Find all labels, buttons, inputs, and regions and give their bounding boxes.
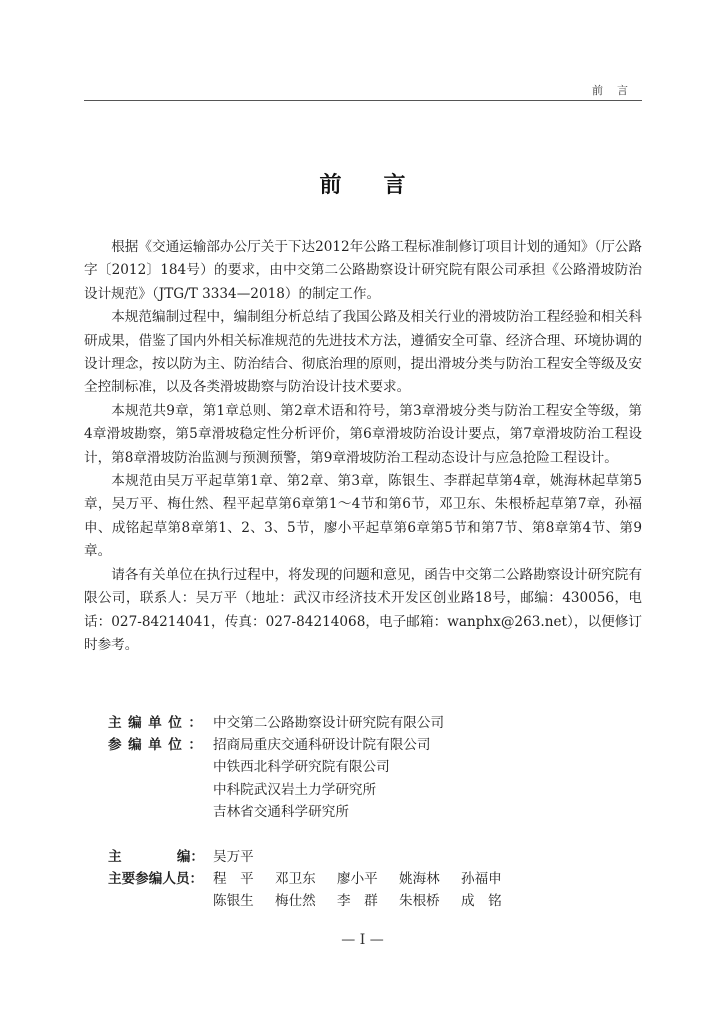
paragraph-contact: 请各有关单位在执行过程中，将发现的问题和意见，函告中交第二公路勘察设计研究院有限公司，联系人：吴万平（地址：武汉市经济技术开发区创业路18号，邮编：430056，电话：027-84214041，传真：027-84214068，电子邮箱：wanphx@263.net），以便修订时参考。 xyxy=(84,566,642,653)
participant-unit-label: 参编单位： xyxy=(108,737,209,754)
participant-unit-row xyxy=(108,734,642,756)
participant-unit: 中铁西北科学研究院有限公司 xyxy=(213,759,390,776)
participant-name: 廖小平 xyxy=(337,871,378,888)
editing-people xyxy=(108,846,642,913)
chief-unit-label: 主编单位： xyxy=(108,715,209,731)
participants-row xyxy=(108,890,642,912)
participant-name: 成 铭 xyxy=(461,893,502,910)
paragraph-basis: 根据《交通运输部办公厅关于下达2012年公路工程标准制修订项目计划的通知》（厅公路字〔2012〕184号）的要求，由中交第二公路勘察设计研究院有限公司承担《公路滑坡防治设计规范》（JTG/T 3334—2018）的制定工作。 xyxy=(84,239,642,302)
chief-editor-row xyxy=(108,846,642,868)
participant-name: 朱根桥 xyxy=(399,893,440,910)
chief-unit-row xyxy=(108,712,642,734)
paragraph-drafters: 本规范由吴万平起草第1章、第2章、第3章，陈银生、李群起草第4章，姚海林起草第5章，吴万平、梅仕然、程平起草第6章第1～4节和第6节，邓卫东、朱根桥起草第7章，孙福申、成铭起草第8章第1、2、3、5节，廖小平起草第6章第5节和第7节、第8章第4节、第9章。 xyxy=(84,473,642,560)
paragraph-structure: 本规范共9章，第1章总则、第2章术语和符号，第3章滑坡分类与防治工程安全等级，第4章滑坡勘察，第5章滑坡稳定性分析评价，第6章滑坡防治设计要点，第7章滑坡防治工程设计，第8章滑坡防治监测与预测预警，第9章滑坡防治工程动态设计与应急抢险工程设计。 xyxy=(84,402,642,466)
chief-editor: 吴万平 xyxy=(213,849,254,865)
participant-name: 程 平 xyxy=(213,871,254,888)
participant-name: 陈银生 xyxy=(213,893,254,910)
participants-row xyxy=(108,868,642,890)
paragraph-process: 本规范编制过程中，编制组分析总结了我国公路及相关行业的滑坡防治工程经验和相关科研成果，借鉴了国内外相关标准规范的先进技术方法，遵循安全可靠、经济合理、环境协调的设计理念，按以防为主、防治结合、彻底治理的原则，提出滑坡分类与防治工程安全等级及安全控制标准，以及各类滑坡勘察与防治设计技术要求。 xyxy=(84,309,642,396)
running-header: 前言 xyxy=(592,84,642,97)
chief-editor-label: 主 编： xyxy=(108,849,204,865)
chief-unit: 中交第二公路勘察设计研究院有限公司 xyxy=(213,715,445,731)
participant-name: 孙福申 xyxy=(461,871,502,888)
participant-unit: 招商局重庆交通科研设计院有限公司 xyxy=(213,737,431,754)
participant-unit: 中科院武汉岩土力学研究所 xyxy=(213,781,377,798)
page-title: 前言 xyxy=(319,172,448,198)
participant-name: 李 群 xyxy=(337,893,378,910)
participant-name: 姚海林 xyxy=(399,871,440,888)
header-rule xyxy=(84,100,642,101)
editing-units xyxy=(108,712,642,823)
preface-body xyxy=(84,236,642,657)
participant-name: 邓卫东 xyxy=(275,871,316,888)
participant-name: 梅仕然 xyxy=(275,893,316,910)
participant-unit: 吉林省交通科学研究所 xyxy=(213,803,349,820)
participants-label: 主要参编人员： xyxy=(108,871,204,888)
page-number: — Ⅰ — xyxy=(341,932,384,948)
